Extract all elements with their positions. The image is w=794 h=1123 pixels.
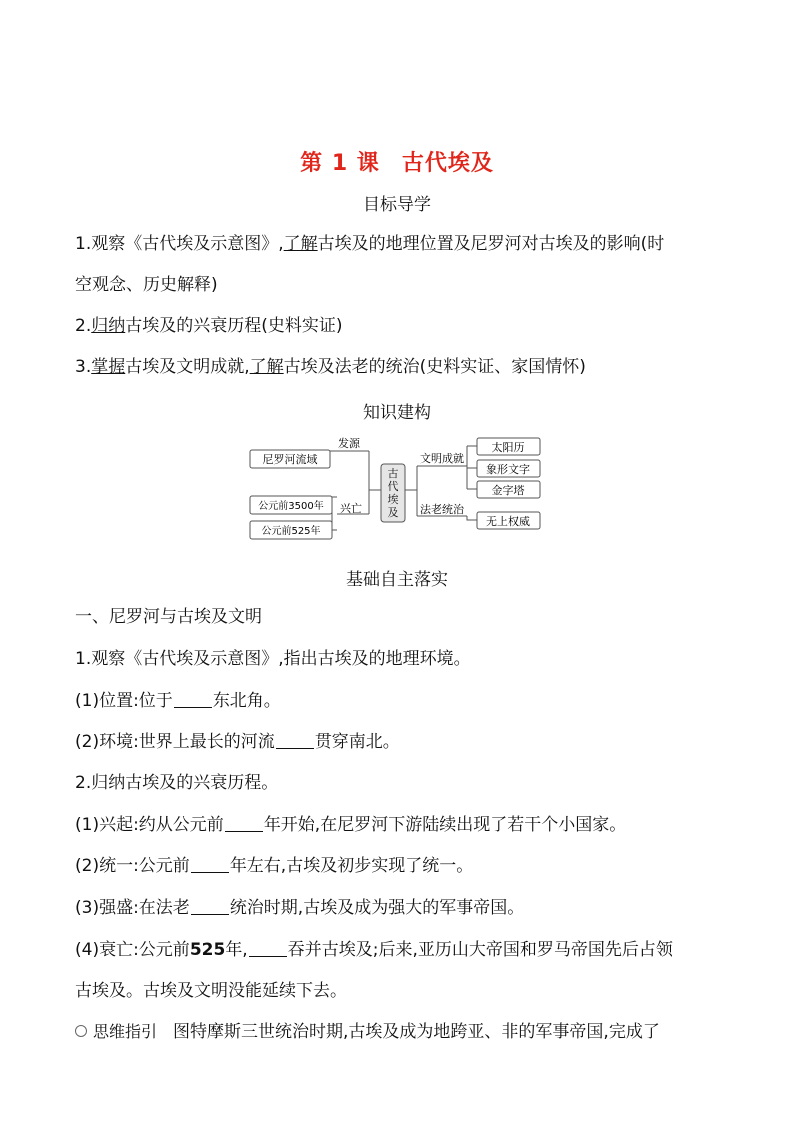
right-item-calendar: 太阳历 — [491, 441, 525, 454]
q2-4-text-c: 吞并古埃及;后来,亚历山大帝国和罗马帝国先后占领 — [287, 940, 673, 960]
left-item-nile: 尼罗河流域 — [262, 453, 318, 466]
objective-1-keyword: 了解 — [283, 234, 318, 254]
right-item-pyramid: 金字塔 — [491, 484, 525, 497]
thinking-hint — [75, 1022, 725, 1042]
question-2-3 — [75, 898, 725, 918]
objective-3 — [75, 357, 725, 377]
objective-1-prefix: 1.观察《古代埃及示意图》, — [75, 234, 284, 254]
objective-2 — [75, 316, 725, 336]
objective-3-num: 3. — [75, 357, 92, 377]
right-item-hieroglyph: 象形文字 — [486, 463, 530, 476]
objective-3-keyword: 掌握 — [91, 357, 126, 377]
blank-river[interactable] — [276, 733, 314, 749]
knowledge-structure-diagram — [245, 436, 550, 544]
objective-3-mid: 古埃及文明成就, — [125, 357, 250, 377]
part-1-heading: 一、尼罗河与古埃及文明 — [75, 607, 262, 627]
q1-1-text-b: 东北角。 — [212, 691, 281, 711]
lesson-title — [0, 146, 794, 177]
center-char-1: 古 — [387, 467, 399, 480]
q1-2-text-b: 贯穿南北。 — [314, 732, 400, 752]
right-label-achievements: 文明成就 — [420, 452, 464, 465]
q2-4-text-a: (4)衰亡:公元前 — [75, 940, 190, 960]
q2-1-text-b: 年开始,在尼罗河下游陆续出现了若干个小国家。 — [263, 815, 627, 835]
hint-label: 思维指引 — [93, 1022, 158, 1041]
left-label-rise-fall: 兴亡 — [340, 502, 362, 515]
blank-rise-year[interactable] — [225, 816, 263, 832]
objective-2-num: 2. — [75, 316, 92, 336]
blank-pharaoh[interactable] — [191, 899, 229, 915]
hint-text: 图特摩斯三世统治时期,古埃及成为地跨亚、非的军事帝国,完成了 — [173, 1022, 660, 1042]
objective-2-keyword: 归纳 — [91, 316, 126, 336]
q1-2-text-a: (2)环境:世界上最长的河流 — [75, 732, 275, 752]
q2-1-text-a: (1)兴起:约从公元前 — [75, 815, 224, 835]
question-2-4-line2: 古埃及。古埃及文明没能延续下去。 — [75, 981, 347, 1001]
center-label — [388, 466, 400, 519]
lesson-number: 第 1 课 — [300, 151, 380, 176]
objective-1-line2: 空观念、历史解释) — [75, 275, 218, 295]
q2-3-text-b: 统治时期,古埃及成为强大的军事帝国。 — [229, 898, 525, 918]
center-char-3: 埃 — [387, 493, 399, 506]
center-char-2: 代 — [387, 480, 399, 493]
left-item-3500: 公元前3500年 — [258, 501, 324, 512]
question-1: 1.观察《古代埃及示意图》,指出古埃及的地理环境。 — [75, 649, 471, 669]
question-2-4 — [75, 940, 725, 960]
objectives-heading: 目标导学 — [363, 195, 431, 215]
blank-conqueror[interactable] — [249, 941, 287, 957]
q2-2-text-b: 年左右,古埃及初步实现了统一。 — [229, 856, 474, 876]
objective-3-text: 古埃及法老的统治(史料实证、家国情怀) — [283, 357, 586, 377]
right-label-pharaoh: 法老统治 — [420, 503, 464, 516]
objective-1-text: 古埃及的地理位置及尼罗河对古埃及的影响(时 — [317, 234, 665, 254]
q2-2-text-a: (2)统一:公元前 — [75, 856, 190, 876]
blank-location[interactable] — [174, 692, 212, 708]
hint-icon — [75, 1025, 87, 1037]
question-2: 2.归纳古埃及的兴衰历程。 — [75, 773, 279, 793]
question-1-2 — [75, 732, 725, 752]
q2-4-year: 525 — [189, 940, 226, 960]
right-item-authority: 无上权威 — [486, 515, 530, 528]
q2-4-text-b: 年, — [225, 940, 248, 960]
left-label-origin: 发源 — [338, 437, 360, 450]
lesson-name: 古代埃及 — [401, 151, 494, 176]
question-1-1 — [75, 691, 725, 711]
question-2-1 — [75, 815, 725, 835]
q1-1-text-a: (1)位置:位于 — [75, 691, 173, 711]
objective-3-keyword2: 了解 — [249, 357, 284, 377]
basics-heading: 基础自主落实 — [346, 570, 448, 590]
objective-1 — [75, 234, 725, 254]
center-char-4: 及 — [387, 506, 399, 519]
q2-3-text-a: (3)强盛:在法老 — [75, 898, 190, 918]
structure-heading: 知识建构 — [363, 403, 431, 423]
left-item-525: 公元前525年 — [261, 526, 321, 537]
question-2-2 — [75, 856, 725, 876]
objective-2-text: 古埃及的兴衰历程(史料实证) — [125, 316, 343, 336]
blank-unify-year[interactable] — [191, 857, 229, 873]
